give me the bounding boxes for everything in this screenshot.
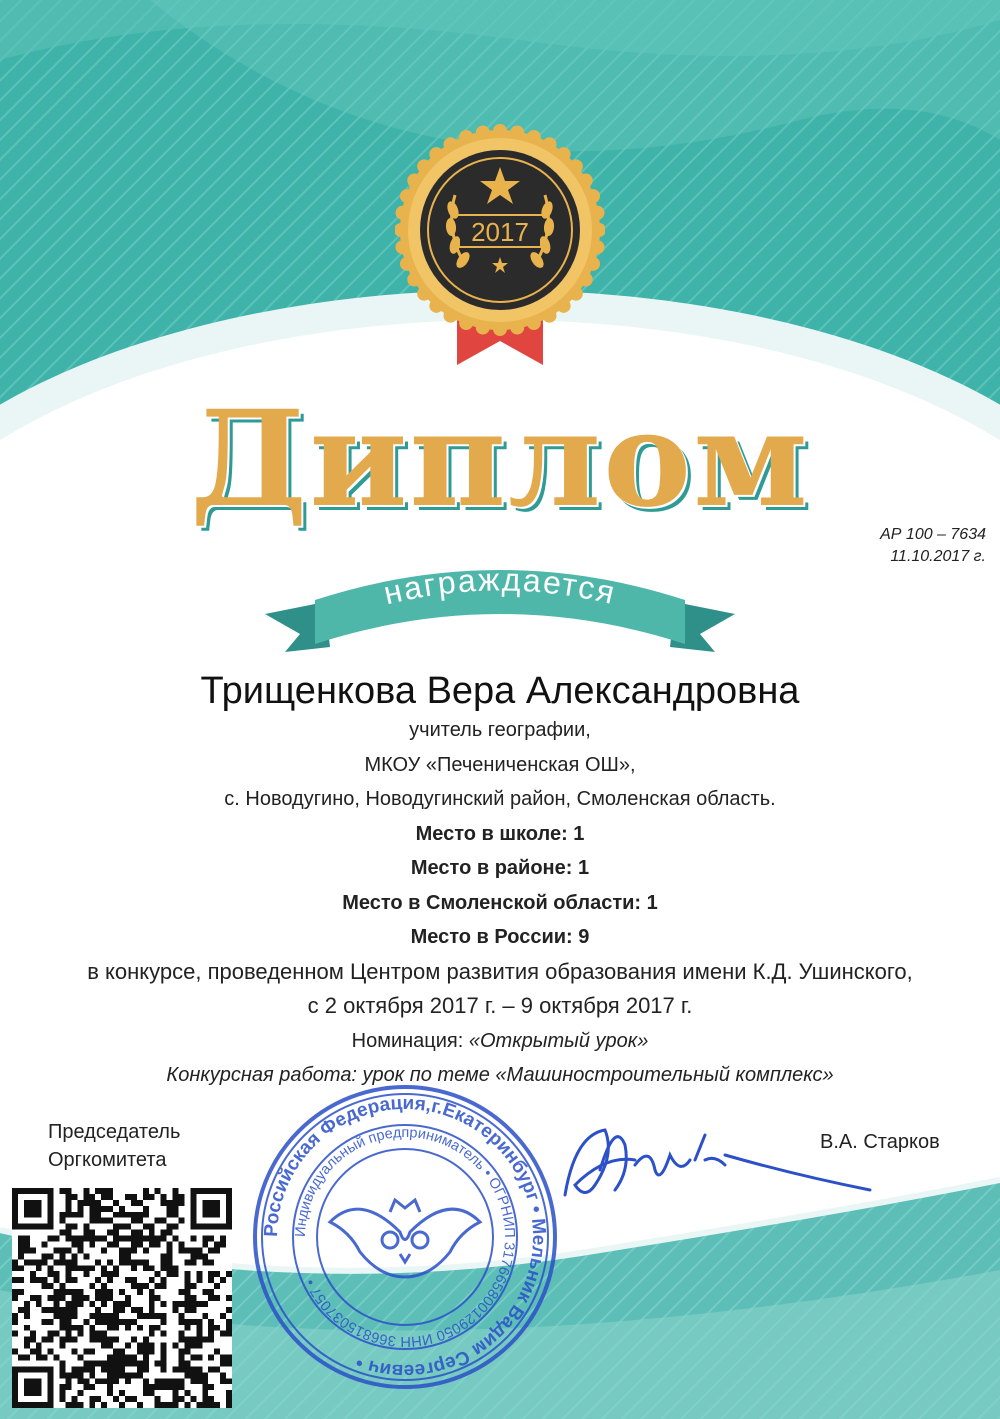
recipient-school: МКОУ «Печениченская ОШ», [364, 753, 636, 776]
ribbon-text: награждается [380, 561, 620, 612]
chair-line-2: Оргкомитета [48, 1149, 167, 1171]
contest-dates: с 2 октября 2017 г. – 9 октября 2017 г. [307, 993, 693, 1018]
handwritten-signature [555, 1115, 875, 1205]
official-stamp [250, 1082, 560, 1392]
awarded-ribbon [255, 552, 745, 667]
nomination-label: Номинация: [351, 1029, 469, 1052]
place-russia: Место в России: 9 [410, 926, 590, 948]
nomination [0, 1024, 1000, 1059]
registration-info [880, 524, 986, 568]
diploma-body [0, 713, 1000, 1093]
contest-line: в конкурсе, проведенном Центром развития образования имени К.Д. Ушинского, [87, 958, 913, 984]
stamp-inner-text: Индивидуальный предприниматель • ОГРНИП 317665800129050 ИНН 366815037057 • [292, 1124, 518, 1350]
recipient-name: Трищенкова Вера Александровна [200, 670, 800, 712]
recipient-position: учитель географии, [409, 719, 591, 741]
medal-badge [395, 115, 605, 395]
chair-line-1: Председатель [48, 1121, 181, 1143]
nomination-value: «Открытый урок» [468, 1029, 649, 1052]
chair-title [48, 1118, 180, 1174]
medal-year: 2017 [471, 217, 529, 247]
recipient-location: с. Новодугино, Новодугинский район, Смоленская область. [224, 788, 776, 810]
place-school: Место в школе: 1 [415, 822, 585, 845]
place-district: Место в районе: 1 [410, 857, 590, 879]
stamp-outer-text: Российская Федерация,г.Екатеринбург • Мельник Вадим Сергеевич • [260, 1092, 550, 1382]
signer-name: В.А. Старков [820, 1131, 940, 1153]
qr-code [12, 1188, 232, 1408]
diploma-title: Диплом [190, 382, 810, 537]
registration-date: 11.10.2017 г. [890, 548, 986, 565]
place-region: Место в Смоленской области: 1 [342, 891, 658, 914]
contest-work: Конкурсная работа: урок по теме «Машиностроительный комплекс» [166, 1064, 834, 1086]
owl-emblem-icon [330, 1200, 480, 1277]
registration-number: АР 100 – 7634 [880, 526, 986, 543]
